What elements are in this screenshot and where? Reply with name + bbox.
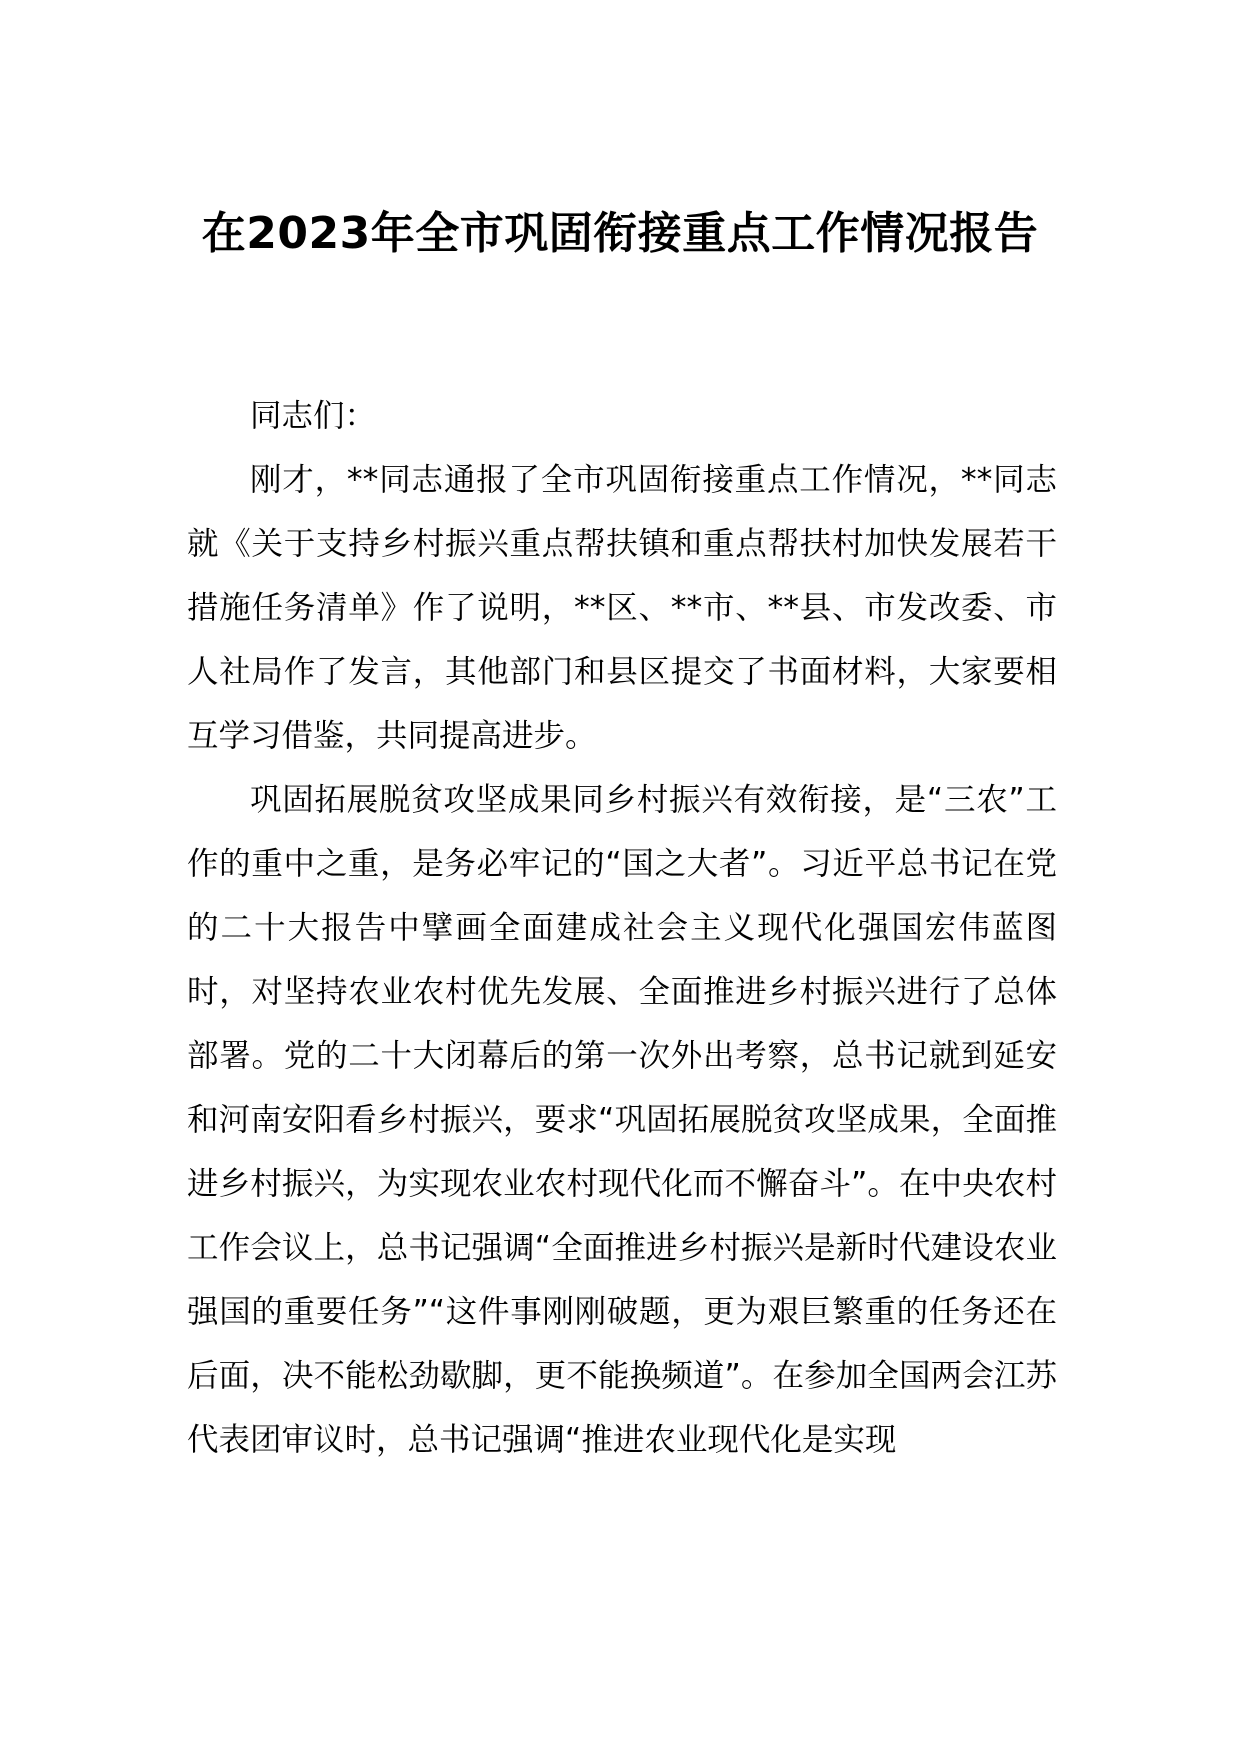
salutation: 同志们： xyxy=(250,398,377,434)
document-title: 在2023年全市巩固衔接重点工作情况报告 xyxy=(201,208,1039,259)
document-body xyxy=(187,384,1057,1472)
paragraph-1: 刚才，**同志通报了全市巩固衔接重点工作情况，**同志就《关于支持乡村振兴重点帮扶镇和重点帮扶村加快发展若干措施任务清单》作了说明，**区、**市、**县、市发改委、市人社局作了发言，其他部门和县区提交了书面材料，大家要相互学习借鉴，共同提高进步。 xyxy=(187,462,1057,754)
paragraph-2: 巩固拓展脱贫攻坚成果同乡村振兴有效衔接，是“三农”工作的重中之重，是务必牢记的“国之大者”。习近平总书记在党的二十大报告中擘画全面建成社会主义现代化强国宏伟蓝图时，对坚持农业农村优先发展、全面推进乡村振兴进行了总体部署。党的二十大闭幕后的第一次外出考察，总书记就到延安和河南安阳看乡村振兴，要求“巩固拓展脱贫攻坚成果，全面推进乡村振兴，为实现农业农村现代化而不懈奋斗”。在中央农村工作会议上，总书记强调“全面推进乡村振兴是新时代建设农业强国的重要任务”“这件事刚刚破题，更为艰巨繁重的任务还在后面，决不能松劲歇脚，更不能换频道”。在参加全国两会江苏代表团审议时，总书记强调“推进农业现代化是实现 xyxy=(187,782,1057,1458)
